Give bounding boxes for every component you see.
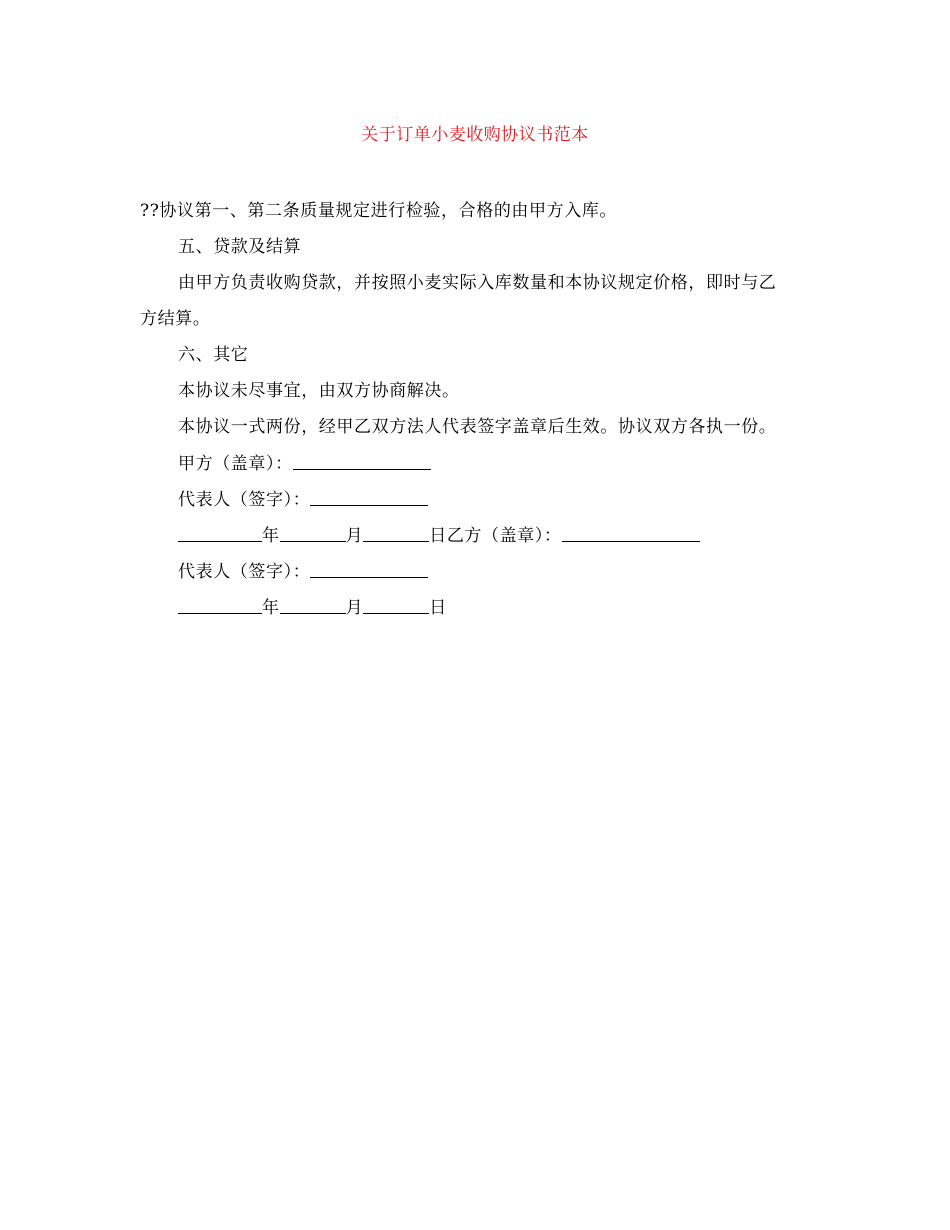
paragraph-copies: 本协议一式两份，经甲乙双方法人代表签字盖章后生效。协议双方各执一份。 <box>178 417 777 437</box>
day-2-label: 日 <box>429 598 447 618</box>
section-heading-5: 五、贷款及结算 <box>178 237 302 257</box>
rep-1-sign-label: 代表人（签字）： <box>178 490 311 510</box>
rep-1-sign-blank[interactable] <box>310 489 428 506</box>
section-heading-6: 六、其它 <box>178 345 249 365</box>
paragraph-other-matters: 本协议未尽事宜，由双方协商解决。 <box>178 381 460 401</box>
party-a-seal-label: 甲方（盖章）： <box>178 454 293 474</box>
rep-2-sign-label: 代表人（签字）： <box>178 562 311 582</box>
party-b-seal-blank[interactable] <box>562 525 700 542</box>
signature-line-rep-2 <box>178 559 428 585</box>
month-1-label: 月 <box>345 526 364 546</box>
signature-line-party-a <box>178 451 431 477</box>
party-a-seal-blank[interactable] <box>293 453 431 470</box>
day-2-blank[interactable] <box>363 597 429 614</box>
document-title: 关于订单小麦收购协议书范本 <box>361 125 589 145</box>
paragraph-quality-check: ??协议第一、第二条质量规定进行检验，合格的由甲方入库。 <box>140 201 618 221</box>
paragraph-settlement-line-1: 由甲方负责收购贷款，并按照小麦实际入库数量和本协议规定价格，即时与乙 <box>178 273 777 293</box>
paragraph-settlement-line-2: 方结算。 <box>140 309 211 329</box>
day-1-blank[interactable] <box>363 525 429 542</box>
month-2-blank[interactable] <box>280 597 346 614</box>
year-2-label: 年 <box>262 598 280 618</box>
day-party-b-label: 日乙方（盖章）： <box>429 526 562 546</box>
month-1-blank[interactable] <box>280 525 346 542</box>
rep-2-sign-blank[interactable] <box>310 561 428 578</box>
year-2-blank[interactable] <box>178 597 262 614</box>
year-1-blank[interactable] <box>178 525 262 542</box>
month-2-label: 月 <box>345 598 364 618</box>
year-1-label: 年 <box>262 526 280 546</box>
date-line-2 <box>178 595 447 621</box>
date-line-1 <box>178 523 700 549</box>
signature-line-rep-1 <box>178 487 428 513</box>
